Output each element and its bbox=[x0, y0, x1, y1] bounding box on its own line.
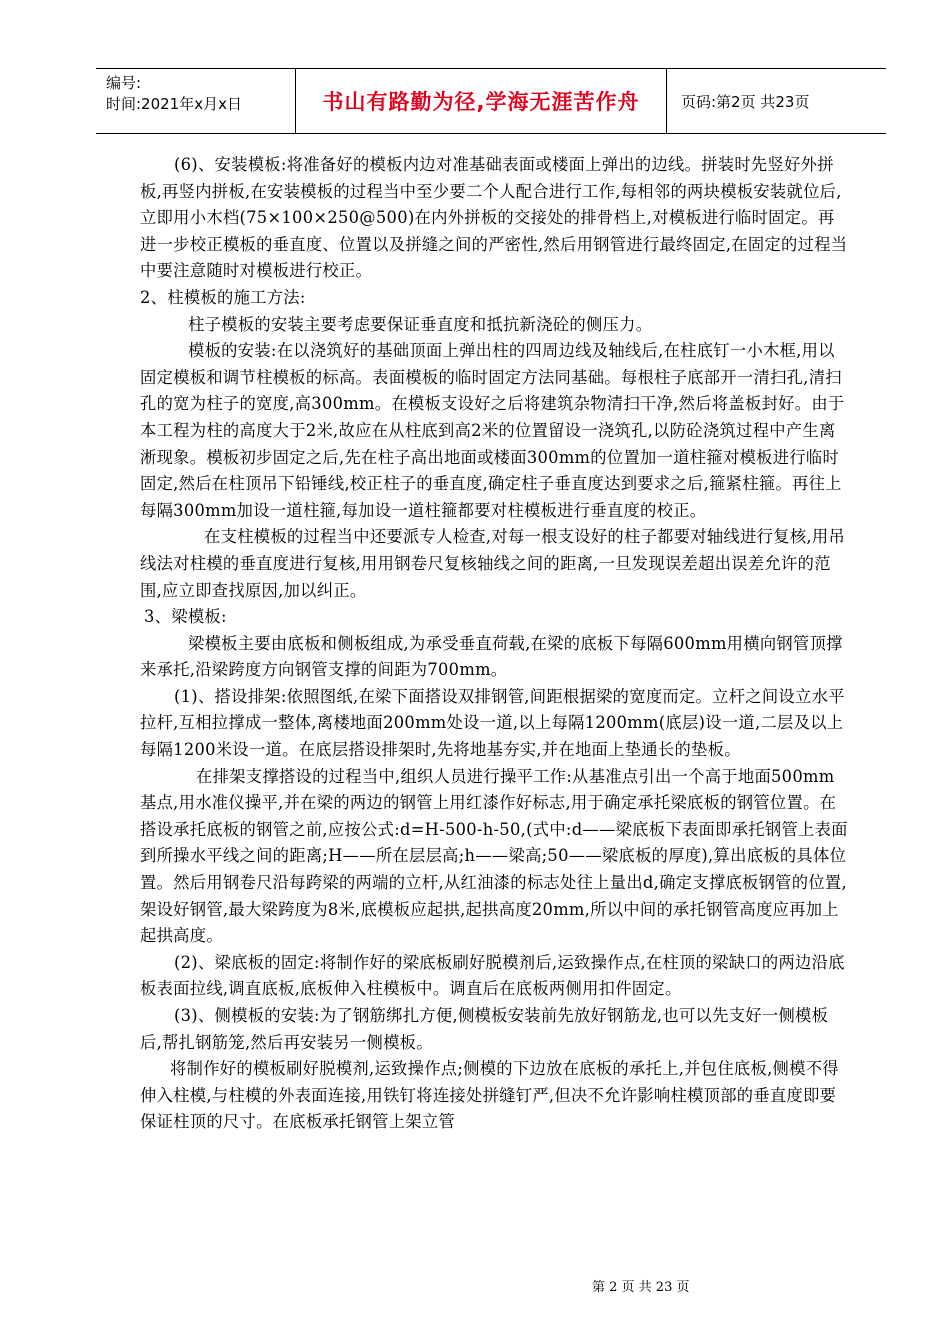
document-body bbox=[140, 152, 850, 1136]
footer-page-number: 第 2 页 共 23 页 bbox=[592, 1280, 690, 1295]
paragraph-beam-intro: 梁模板主要由底板和侧板组成,为承受垂直荷载,在梁的底板下每隔600mm用横向钢管顶撑来承托,沿梁跨度方向钢管支撑的间距为700mm。 bbox=[140, 633, 843, 680]
document-time-label: 时间:2021年x月x日 bbox=[106, 95, 242, 113]
paragraph-column-intro: 柱子模板的安装主要考虑要保证垂直度和抵抗新浇砼的侧压力。 bbox=[188, 314, 653, 334]
heading-beam-formwork: 3、梁模板: bbox=[144, 607, 227, 627]
paragraph-beam-bottom: (2)、梁底板的固定:将制作好的梁底板刷好脱模剂后,运致操作点,在柱顶的梁缺口的两边沿底板表面拉线,调直底板,底板伸入柱模板中。调直后在底板两侧用扣件固定。 bbox=[140, 952, 845, 999]
paragraph-leveling: 在排架支撑搭设的过程当中,组织人员进行操平工作:从基准点引出一个高于地面500mm基点,用水准仪操平,并在梁的两边的钢管上用红漆作好标志,用于确定承托梁底板的钢管位置。在搭设承托底板的钢管之前,应按公式:d=H-500-h-50,(式中:d——梁底板下表面即承托钢管上表面到所操水平线之间的距离;H——所在层层高;h——梁高;50——梁底板的厚度),算出底板的具体位置。然后用钢卷尺沿每跨梁的两端的立杆,从红油漆的标志处往上量出d,确定支撑底板钢管的位置,架设好钢管,最大梁跨度为8米,底模板应起拱,起拱高度20mm,所以中间的承托钢管高度应再加上起拱高度。 bbox=[140, 766, 848, 946]
page-header bbox=[96, 68, 886, 134]
header-page-info: 页码:第2页 共23页 bbox=[681, 92, 810, 111]
paragraph-side-install: 将制作好的模板刷好脱模剂,运致操作点;侧模的下边放在底板的承托上,并包住底板,侧模不得伸入柱模,与柱模的外表面连接,用铁钉将连接处拼缝钉严,但决不允许影响柱模顶部的垂直度即要保证柱顶的尺寸。在底板承托钢管上架立管 bbox=[140, 1059, 839, 1132]
document-number-label: 编号: bbox=[106, 74, 142, 92]
paragraph-column-install: 模板的安装:在以浇筑好的基础顶面上弹出柱的四周边线及轴线后,在柱底钉一小木框,用以固定模板和调节柱模板的标高。表面模板的临时固定方法同基础。每根柱子底部开一清扫孔,清扫孔的宽为柱子的宽度,高300mm。在模板支设好之后将建筑杂物清扫干净,然后将盖板封好。由于本工程为柱的高度大于2米,故应在从柱底到高2米的位置留设一浇筑孔,以防砼浇筑过程中产生离淅现象。模板初步固定之后,先在柱子高出地面或楼面300mm的位置加一道柱箍对模板进行临时固定,然后在柱顶吊下铅锤线,校正柱子的垂直度,确定柱子垂直度达到要求之后,箍紧柱箍。再往上每隔300mm加设一道柱箍,每加设一道柱箍都要对柱模板进行垂直度的校正。 bbox=[140, 341, 845, 520]
paragraph-column-check: 在支柱模板的过程当中还要派专人检查,对每一根支设好的柱子都要对轴线进行复核,用吊线法对柱模的垂直度进行复核,用用钢卷尺复核轴线之间的距离,一旦发现误差超出误差允许的范围,应立即查找原因,加以纠正。 bbox=[140, 527, 846, 600]
paragraph-install-formwork: (6)、安装模板:将准备好的模板内边对准基础表面或楼面上弹出的边线。拼装时先竖好外拼板,再竖内拼板,在安装模板的过程当中至少要二个人配合进行工作,每相邻的两块模板安装就位后,立即用小木档(75×100×250@500)在内外拼板的交接处的排骨档上,对模板进行临时固定。再进一步校正模板的垂直度、位置以及拼缝之间的严密性,然后用钢管进行最终固定,在固定的过程当中要注意随时对模板进行校正。 bbox=[140, 155, 848, 281]
header-motto: 书山有路勤为径,学海无涯苦作舟 bbox=[296, 69, 667, 133]
heading-column-formwork: 2、柱模板的施工方法: bbox=[140, 287, 306, 307]
paragraph-side-formwork: (3)、侧模板的安装:为了钢筋绑扎方便,侧模板安装前先放好钢筋龙,也可以先支好一侧模板后,帮扎钢筋笼,然后再安装另一侧模板。 bbox=[140, 1006, 829, 1052]
header-meta bbox=[96, 69, 296, 133]
paragraph-scaffold: (1)、搭设排架:依照图纸,在梁下面搭设双排钢管,间距根据梁的宽度而定。立杆之间设立水平拉杆,互相拉撑成一整体,离楼地面200mm处设一道,以上每隔1200mm(底层)设一道,二层及以上每隔1200米设一道。在底层搭设排架时,先将地基夯实,并在地面上垫通长的垫板。 bbox=[140, 686, 845, 760]
